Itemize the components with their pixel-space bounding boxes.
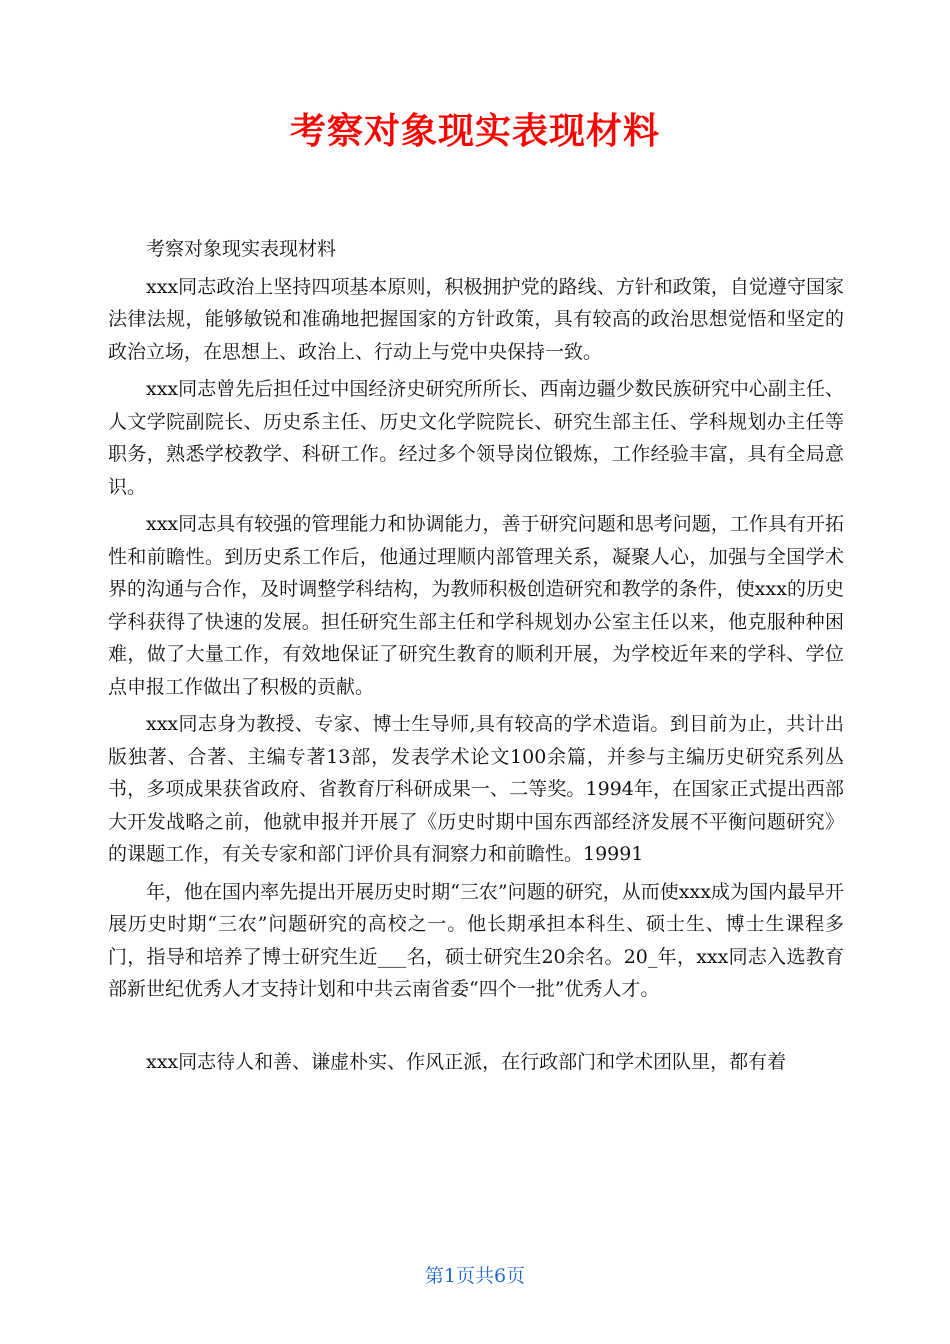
document-body	[108, 233, 844, 1078]
paragraph-research: 年，他在国内率先提出开展历史时期“三农”问题的研究，从而使xxx成为国内最早开展历史时期“三农”问题研究的高校之一。他长期承担本科生、硕士生、博士生课程多门，指导和培养了博士研究生近___名，硕士研究生20余名。20_年，xxx同志入选教育部新世纪优秀人才支持计划和中共云南省委“四个一批”优秀人才。	[108, 880, 844, 1000]
page-footer	[0, 1262, 950, 1290]
document-title: 考察对象现实表现材料	[289, 111, 660, 152]
paragraph-positions: xxx同志曾先后担任过中国经济史研究所所长、西南边疆少数民族研究中心副主任、人文学院副院长、历史系主任、历史文化学院院长、研究生部主任、学科规划办主任等职务，熟悉学校教学、科研工作。经过多个领导岗位锻炼，工作经验丰富，具有全局意识。	[108, 378, 844, 498]
body-heading: 考察对象现实表现材料	[146, 238, 337, 260]
paragraph-academic: xxx同志身为教授、专家、博士生导师,具有较高的学术造诣。到目前为止，共计出版独著、合著、主编专著13部，发表学术论文100余篇，并参与主编历史研究系列丛书，多项成果获省政府、省教育厅科研成果一、二等奖。1994年，在国家正式提出西部大开发战略之前，他就申报并开展了《历史时期中国东西部经济发展不平衡问题研究》的课题工作，有关专家和部门评价具有洞察力和前瞻性。19991	[108, 713, 844, 865]
paragraph-political: xxx同志政治上坚持四项基本原则，积极拥护党的路线、方针和政策，自觉遵守国家法律法规，能够敏锐和准确地把握国家的方针政策，具有较高的政治思想觉悟和坚定的政治立场，在思想上、政治上、行动上与党中央保持一致。	[108, 275, 844, 363]
page-number-label: 第1页共6页	[424, 1265, 526, 1287]
paragraph-management: xxx同志具有较强的管理能力和协调能力，善于研究问题和思考问题，工作具有开拓性和前瞻性。到历史系工作后，他通过理顺内部管理关系，凝聚人心，加强与全国学术界的沟通与合作，及时调整学科结构，为教师积极创造研究和教学的条件，使xxx的历史学科获得了快速的发展。担任研究生部主任和学科规划办公室主任以来，他克服种种困难，做了大量工作，有效地保证了研究生教育的顺利开展，为学校近年来的学科、学位点申报工作做出了积极的贡献。	[108, 513, 844, 698]
paragraph-character: xxx同志待人和善、谦虚朴实、作风正派，在行政部门和学术团队里，都有着	[146, 1050, 787, 1073]
